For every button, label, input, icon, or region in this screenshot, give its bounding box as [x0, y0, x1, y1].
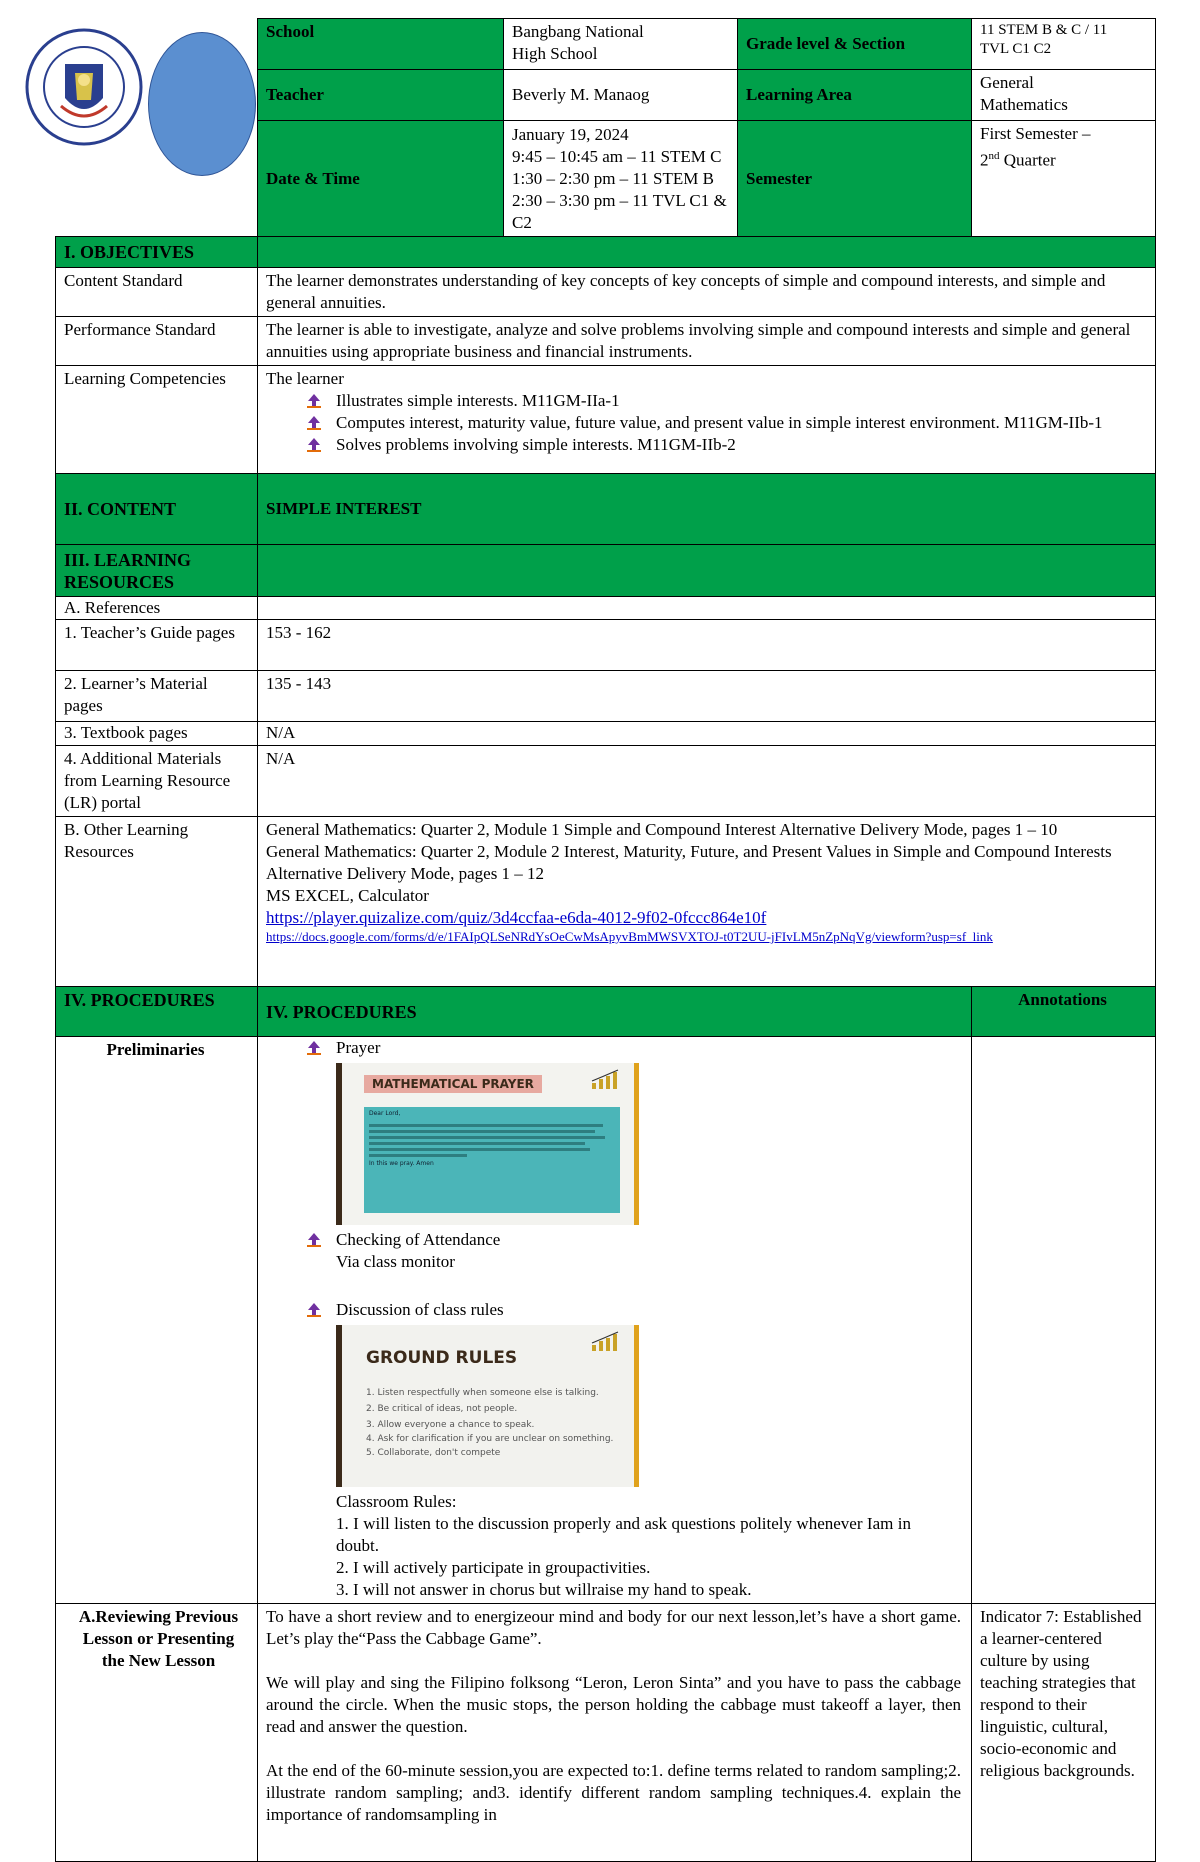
review-row [56, 1604, 1156, 1862]
header-row-school [56, 19, 1156, 70]
tg-label: 1. Teacher’s Guide pages [56, 620, 258, 671]
datetime-value [504, 121, 738, 237]
semester-label: Semester [738, 121, 972, 237]
list-item [306, 1229, 961, 1273]
ground-rules-slide-image [336, 1325, 639, 1487]
content-row [56, 474, 1156, 545]
datetime-line: 2:30 – 3:30 pm – 11 TVL C1 & C2 [512, 191, 727, 232]
review-annotation: Indicator 7: Established a learner-centered culture by using teaching strategies that respond to their linguistic, cultural, socio-economic and religious backgrounds. [972, 1604, 1156, 1862]
teacher-value: Beverly M. Manaog [504, 70, 738, 121]
classroom-rule: 1. I will listen to the discussion properly and ask questions politely whenever Iam in doubt. [336, 1514, 911, 1555]
objectives-title: I. OBJECTIVES [56, 237, 258, 268]
datetime-label: Date & Time [258, 121, 504, 237]
procedures-left-title: IV. PROCEDURES [56, 987, 258, 1037]
school-label: School [258, 19, 504, 70]
prayer-slide-image [336, 1063, 639, 1225]
growth-chart-icon [590, 1331, 624, 1353]
content-standard-label: Content Standard [56, 268, 258, 317]
school-value-line2: High School [512, 44, 598, 63]
arrow-bullet-icon [306, 437, 322, 453]
growth-chart-icon [590, 1069, 624, 1091]
attendance-label: Checking of Attendance [336, 1230, 501, 1249]
resources-heading-fill [258, 545, 1156, 597]
preliminaries-content [258, 1037, 972, 1604]
arrow-bullet-icon [306, 415, 322, 431]
lm-value: 135 - 143 [258, 671, 1156, 722]
review-label: A.Reviewing Previous Lesson or Presenting the New Lesson [56, 1604, 258, 1862]
resources-heading-row [56, 545, 1156, 597]
list-item [306, 412, 1145, 434]
performance-standard-value: The learner is able to investigate, analyze and solve problems involving simple and compound interests and simple and general annuities using appropriate business and financial instruments. [258, 317, 1156, 366]
quizalize-link[interactable]: https://player.quizalize.com/quiz/3d4ccfaa-e6da-4012-9f02-0fccc864e10f [266, 908, 767, 927]
prayer-slide-body [364, 1107, 620, 1213]
grade-value-line2: TVL C1 C2 [980, 41, 1052, 57]
content-value: SIMPLE INTEREST [258, 474, 1156, 545]
competency-text: Solves problems involving simple interests. M11GM-IIb-2 [336, 435, 736, 454]
competencies-row [56, 366, 1156, 474]
rules-label: Discussion of class rules [336, 1300, 504, 1319]
performance-standard-label: Performance Standard [56, 317, 258, 366]
ground-rule-item: 4. Ask for clarification if you are unclear on something. [366, 1434, 614, 1444]
references-value [258, 597, 1156, 620]
procedures-title: IV. PROCEDURES [258, 987, 972, 1037]
references-row [56, 597, 1156, 620]
teacher-label: Teacher [258, 70, 504, 121]
competencies-value [258, 366, 1156, 474]
objectives-heading-row [56, 237, 1156, 268]
ground-rule-item: 1. Listen respectfully when someone else is talking. [366, 1388, 599, 1398]
prayer-slide-text-lines [369, 1124, 615, 1157]
classroom-rule: 2. I will actively participate in groupactivities. [336, 1558, 651, 1577]
school-value-line1: Bangbang National [512, 22, 644, 41]
prayer-slide-greeting: Dear Lord, [369, 1110, 401, 1117]
tg-row [56, 620, 1156, 671]
review-paragraph: To have a short review and to energizeour mind and body for our next lesson,let’s have a short game. Let’s play the“Pass the Cabbage Game”. [266, 1607, 961, 1648]
list-item [306, 434, 1145, 456]
references-label: A. References [56, 597, 258, 620]
procedures-heading-row [56, 987, 1156, 1037]
arrow-bullet-icon [306, 1040, 322, 1056]
competency-text: Computes interest, maturity value, future value, and present value in simple interest environment. M11GM-IIb-1 [336, 413, 1103, 432]
other-resource-line: General Mathematics: Quarter 2, Module 2 Interest, Maturity, Future, and Present Values in Simple and Compound Interests Alternative Delivery Mode, pages 1 – 12 [266, 842, 1112, 883]
area-value [972, 70, 1156, 121]
other-resources-row [56, 817, 1156, 987]
tg-value: 153 - 162 [258, 620, 1156, 671]
prayer-slide-end: In this we pray. Amen [369, 1160, 434, 1167]
ground-rule-item: 5. Collaborate, don't compete [366, 1448, 501, 1458]
area-value-line1: General [980, 73, 1034, 92]
am-row [56, 746, 1156, 817]
preliminaries-row [56, 1037, 1156, 1604]
semester-rest: Quarter [999, 150, 1056, 170]
list-item [306, 1299, 961, 1601]
competencies-label: Learning Competencies [56, 366, 258, 474]
lm-row [56, 671, 1156, 722]
grade-label: Grade level & Section [738, 19, 972, 70]
other-resource-line: MS EXCEL, Calculator [266, 886, 429, 905]
ground-rules-slide-title: GROUND RULES [366, 1348, 518, 1368]
other-resource-line: General Mathematics: Quarter 2, Module 1 Simple and Compound Interest Alternative Delivery Mode, pages 1 – 10 [266, 820, 1058, 839]
review-content [258, 1604, 972, 1862]
am-label: 4. Additional Materials from Learning Resource (LR) portal [56, 746, 258, 817]
datetime-line: January 19, 2024 [512, 125, 629, 144]
other-label: B. Other Learning Resources [56, 817, 258, 987]
performance-standard-row [56, 317, 1156, 366]
content-standard-row [56, 268, 1156, 317]
arrow-bullet-icon [306, 393, 322, 409]
grade-value-line1: 11 STEM B & C / 11 [980, 22, 1108, 38]
google-form-link[interactable]: https://docs.google.com/forms/d/e/1FAIpQLSeNRdYsOeCwMsApyvBmMWSVXTOJ-t0T2UU-jFIvLM5nZpNqVg/viewform?usp=sf_link [266, 929, 993, 944]
datetime-line: 9:45 – 10:45 am – 11 STEM C [512, 147, 722, 166]
ground-rules-slide-list [366, 1385, 614, 1461]
school-value [504, 19, 738, 70]
objectives-heading-fill [258, 237, 1156, 268]
lesson-plan [55, 18, 1155, 1862]
arrow-bullet-icon [306, 1232, 322, 1248]
lm-label: 2. Learner’s Material pages [56, 671, 258, 722]
tb-row [56, 722, 1156, 746]
semester-sup: nd [988, 150, 1000, 162]
tb-label: 3. Textbook pages [56, 722, 258, 746]
classroom-rules-title: Classroom Rules: [336, 1492, 457, 1511]
list-item [306, 390, 1145, 412]
other-value [258, 817, 1156, 987]
area-label: Learning Area [738, 70, 972, 121]
am-value: N/A [258, 746, 1156, 817]
competencies-intro: The learner [266, 369, 344, 388]
ground-rule-item: 2. Be critical of ideas, not people. [366, 1404, 518, 1414]
logo-cell [56, 19, 258, 237]
list-item [306, 1037, 961, 1225]
ground-rule-item: 3. Allow everyone a chance to speak. [366, 1420, 535, 1430]
competencies-list [266, 390, 1145, 456]
content-title: II. CONTENT [56, 474, 258, 545]
area-value-line2: Mathematics [980, 95, 1068, 114]
attendance-sub: Via class monitor [336, 1252, 455, 1271]
lesson-plan-table [55, 18, 1156, 1862]
content-standard-value: The learner demonstrates understanding of key concepts of key concepts of simple and compound interests, and simple and general annuities. [258, 268, 1156, 317]
preliminaries-label: Preliminaries [56, 1037, 258, 1604]
prayer-label: Prayer [336, 1038, 381, 1057]
review-paragraph: At the end of the 60-minute session,you are expected to:1. define terms related to random sampling;2. illustrate random sampling; and3. identify different random sampling techniques.4. explain the importance of randomsampling in [266, 1761, 961, 1824]
review-paragraph: We will play and sing the Filipino folksong “Leron, Leron Sinta” and you have to pass the cabbage around the circle. When the music stops, the person holding the cabbage must takeoff a layer, then read and answer the question. [266, 1673, 961, 1736]
semester-value [972, 121, 1156, 237]
annotations-label: Annotations [972, 987, 1156, 1037]
competency-text: Illustrates simple interests. M11GM-IIa-1 [336, 391, 620, 410]
tb-value: N/A [258, 722, 1156, 746]
semester-line1: First Semester – [980, 124, 1091, 143]
grade-value [972, 19, 1156, 70]
semester-num: 2 [980, 150, 989, 170]
arrow-bullet-icon [306, 1302, 322, 1318]
classroom-rule: 3. I will not answer in chorus but willraise my hand to speak. [336, 1580, 752, 1599]
preliminaries-annotation [972, 1037, 1156, 1604]
prayer-slide-title: MATHEMATICAL PRAYER [364, 1075, 542, 1093]
datetime-line: 1:30 – 2:30 pm – 11 STEM B [512, 169, 714, 188]
preliminaries-list [266, 1037, 961, 1601]
resources-title: III. LEARNING RESOURCES [56, 545, 258, 597]
